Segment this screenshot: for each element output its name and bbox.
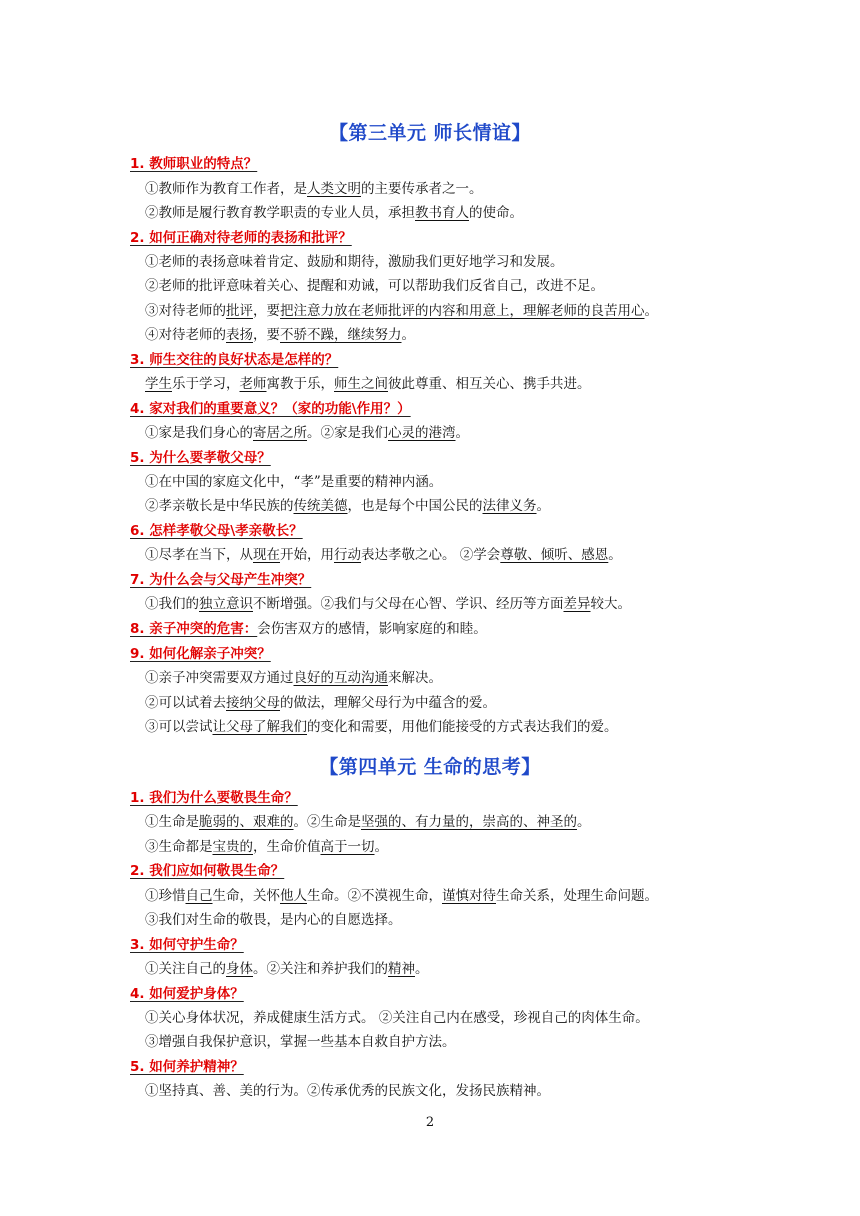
answer-line: ①家是我们身心的寄居之所。②家是我们心灵的港湾。 bbox=[145, 425, 469, 441]
question-heading: 4. 如何爱护身体？ bbox=[130, 986, 244, 1002]
answer-line: ②孝亲敬长是中华民族的传统美德，也是每个中国公民的法律义务。 bbox=[145, 498, 550, 514]
question-heading: 3. 师生交往的良好状态是怎样的？ bbox=[130, 352, 339, 368]
answer-line: ①亲子冲突需要双方通过良好的互动沟通来解决。 bbox=[145, 670, 442, 686]
question-heading: 2. 我们应如何敬畏生命？ bbox=[130, 863, 285, 879]
answer-line: ①珍惜自己生命，关怀他人生命。②不漠视生命，谨慎对待生命关系，处理生命问题。 bbox=[145, 888, 658, 904]
answer-line: ①关注自己的身体。②关注和养护我们的精神。 bbox=[145, 961, 429, 977]
question-heading: 4. 家对我们的重要意义？（家的功能\作用？） bbox=[130, 401, 411, 417]
answer-line: ①在中国的家庭文化中，“孝”是重要的精神内涵。 bbox=[145, 474, 443, 490]
question-heading: 1. 我们为什么要敬畏生命？ bbox=[130, 790, 298, 806]
question-heading: 5. 为什么要孝敬父母？ bbox=[130, 450, 271, 466]
answer-line: ③对待老师的批评，要把注意力放在老师批评的内容和用意上，理解老师的良苦用心。 bbox=[145, 303, 658, 319]
answer-line: ①教师作为教育工作者，是人类文明的主要传承者之一。 bbox=[145, 181, 483, 197]
question-heading: 8. 亲子冲突的危害：会伤害双方的感情，影响家庭的和睦。 bbox=[130, 621, 487, 637]
answer-line: ③增强自我保护意识，掌握一些基本自救自护方法。 bbox=[145, 1034, 456, 1050]
answer-line: 学生乐于学习，老师寓教于乐，师生之间彼此尊重、相互关心、携手共进。 bbox=[145, 376, 591, 392]
question-heading: 3. 如何守护生命？ bbox=[130, 937, 244, 953]
answer-line: ②可以试着去接纳父母的做法，理解父母行为中蕴含的爱。 bbox=[145, 695, 496, 711]
question-heading: 6. 怎样孝敬父母\孝亲敬长？ bbox=[130, 523, 303, 539]
page-number: 2 bbox=[425, 1115, 435, 1130]
question-heading: 9. 如何化解亲子冲突？ bbox=[130, 646, 271, 662]
answer-line: ①老师的表扬意味着肯定、鼓励和期待，激励我们更好地学习和发展。 bbox=[145, 254, 564, 270]
answer-line: ②老师的批评意味着关心、提醒和劝诫，可以帮助我们反省自己，改进不足。 bbox=[145, 278, 604, 294]
question-heading: 1. 教师职业的特点？ bbox=[130, 156, 258, 172]
answer-line: ④对待老师的表扬，要不骄不躁，继续努力。 bbox=[145, 327, 415, 343]
answer-line: ①关心身体状况，养成健康生活方式。 ②关注自己内在感受，珍视自己的肉体生命。 bbox=[145, 1010, 649, 1026]
question-heading: 7. 为什么会与父母产生冲突？ bbox=[130, 572, 312, 588]
answer-line: ③我们对生命的敬畏，是内心的自愿选择。 bbox=[145, 912, 402, 928]
answer-line: ①尽孝在当下，从现在开始，用行动表达孝敬之心。 ②学会尊敬、倾听、感恩。 bbox=[145, 547, 622, 563]
question-heading: 5. 如何养护精神？ bbox=[130, 1059, 244, 1075]
unit3-title: 【第三单元 师长情谊】 bbox=[328, 122, 532, 144]
question-heading: 2. 如何正确对待老师的表扬和批评？ bbox=[130, 230, 352, 246]
answer-line: ①坚持真、善、美的行为。②传承优秀的民族文化，发扬民族精神。 bbox=[145, 1083, 550, 1099]
answer-line: ①生命是脆弱的、艰难的。②生命是坚强的、有力量的，崇高的、神圣的。 bbox=[145, 814, 591, 830]
unit4-title: 【第四单元 生命的思考】 bbox=[319, 756, 541, 778]
answer-line: ③生命都是宝贵的，生命价值高于一切。 bbox=[145, 839, 388, 855]
answer-line: ③可以尝试让父母了解我们的变化和需要，用他们能接受的方式表达我们的爱。 bbox=[145, 719, 618, 735]
answer-line: ①我们的独立意识不断增强。②我们与父母在心智、学识、经历等方面差异较大。 bbox=[145, 596, 631, 612]
answer-line: ②教师是履行教育教学职责的专业人员，承担教书育人的使命。 bbox=[145, 205, 523, 221]
